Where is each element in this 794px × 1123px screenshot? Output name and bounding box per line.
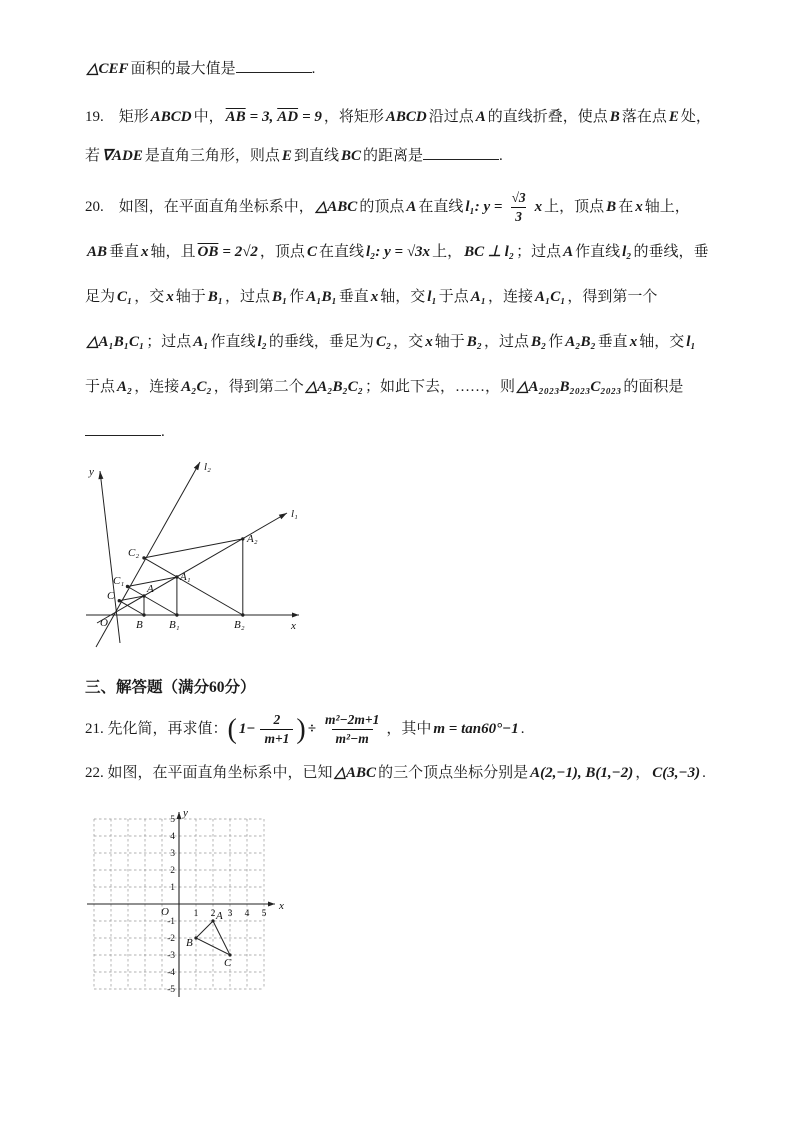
figure20-lines [86, 462, 299, 647]
text-run: 到直线 [293, 147, 339, 164]
text-run: 垂直 [597, 333, 628, 350]
problem-20 [85, 185, 712, 455]
text-run: 中， [193, 109, 224, 126]
x-axis-arrow [292, 612, 299, 617]
text-run: 在直线 [418, 198, 464, 215]
fraction [321, 711, 383, 747]
text-run: 面积的最大值是 [130, 61, 236, 77]
text-run: 作直线 [210, 333, 256, 350]
text-run: 落在点 [621, 109, 667, 126]
answer-blank [85, 421, 161, 436]
label-A: A [216, 909, 223, 922]
text-run: 的垂线，垂足为 [85, 243, 709, 305]
text-run: 作 [289, 288, 305, 305]
math-run: ∇ADE [102, 147, 143, 164]
text-run: 20. 如图，在平面直角坐标系中， [85, 198, 314, 215]
math-run: ABCD [150, 109, 192, 126]
math-run: A [406, 198, 417, 215]
x-tick-4: 4 [244, 908, 250, 919]
label-C1: C₁ [113, 574, 125, 587]
y-tick-neg5: -5 [167, 984, 175, 995]
segment-C2-A2 [144, 539, 243, 558]
math-run: C [306, 243, 317, 260]
x-tick-1: 1 [193, 908, 199, 919]
text-run: . [311, 61, 316, 77]
label-y: y [89, 465, 94, 478]
text-run: 是直角三角形，则点 [144, 147, 280, 164]
point-B [142, 613, 145, 616]
figure20-labels [88, 461, 298, 632]
math-run: B₂ [466, 333, 482, 350]
line-l2 [96, 462, 200, 647]
y-tick-neg3: -3 [167, 950, 175, 961]
math-run: l₁: y = [465, 198, 503, 215]
text-run: . [520, 720, 525, 737]
point-C2 [142, 556, 145, 559]
math-run: A₂C₂ [181, 378, 212, 395]
point-A [211, 919, 214, 922]
fraction-denominator: 3 [511, 207, 526, 226]
text-run: ，连接 [134, 378, 180, 395]
math-run: △ABC [315, 198, 358, 215]
math-run: m = tan60°−1 [433, 720, 519, 737]
math-run: C(3,−3) [652, 765, 701, 782]
answer-blank [236, 58, 312, 73]
y-tick-neg4: -4 [167, 967, 175, 978]
math-run: A₁C₁ [534, 288, 566, 305]
math-run: E [281, 147, 292, 164]
l2-arrow [194, 462, 200, 470]
math-run: AB [87, 243, 108, 260]
text-run: ；过点 [516, 243, 562, 260]
math-run: = 9 [302, 109, 322, 126]
math-run: A₁B₁ [306, 288, 337, 305]
math-run: $\overline{OB}$ [197, 243, 219, 260]
math-run: A₂ [117, 378, 133, 395]
problem-19 [85, 98, 712, 175]
text-run: 于点 [85, 378, 116, 395]
text-run: 22. 如图，在平面直角坐标系中，已知 [85, 765, 333, 782]
text-run: 在 [618, 198, 634, 215]
math-run: ) [296, 713, 306, 745]
text-run: 轴上， [644, 198, 690, 215]
label-x: x [291, 619, 296, 632]
math-run: A [475, 109, 486, 126]
math-run: B₁ [272, 288, 288, 305]
answer-blank [423, 144, 499, 159]
math-run: ÷ [307, 720, 316, 737]
text-run: . [498, 147, 503, 164]
point-C [118, 599, 121, 602]
math-run: BC ⊥ l₂ [464, 243, 515, 260]
y-tick-3: 3 [170, 848, 175, 859]
coordinate-figure-20 [83, 457, 325, 661]
text-run: 轴，交 [639, 333, 685, 350]
text-run: ，得到第二个 [213, 378, 304, 395]
math-run: x [370, 288, 379, 305]
text-run: 轴于 [175, 288, 206, 305]
math-run: ( [227, 713, 237, 745]
text-run: ，连接 [487, 288, 533, 305]
math-run: x [141, 243, 149, 260]
math-run: l₁ [427, 288, 437, 305]
math-run: = 2√2 [222, 243, 258, 260]
line-l1 [97, 513, 287, 623]
math-run: B₁ [207, 288, 224, 305]
fraction-numerator: m²−2m+1 [324, 712, 380, 728]
fraction [260, 711, 293, 747]
fraction [507, 189, 529, 225]
fraction-denominator: m²−m [332, 729, 373, 748]
figure22-arrowheads [177, 812, 276, 907]
math-run: l₁ [686, 333, 696, 350]
y-tick-1: 1 [170, 882, 175, 893]
label-y: y [183, 806, 188, 819]
figure22-ticks [167, 815, 267, 995]
label-B: B [136, 618, 143, 631]
math-run: △ABC [334, 765, 377, 782]
text-run: ，过点 [483, 333, 529, 350]
text-run: 上，顶点 [544, 198, 605, 215]
point-B2 [241, 613, 244, 616]
text-run: ，其中 [386, 720, 432, 737]
label-O: O [100, 616, 108, 629]
figure-problem-20 [83, 457, 712, 666]
label-x: x [279, 899, 284, 912]
math-run: B [609, 109, 620, 126]
y-axis-arrow [98, 471, 103, 479]
text-run: 沿过点 [428, 109, 474, 126]
math-run: A₁ [193, 333, 209, 350]
text-run: 在直线 [318, 243, 364, 260]
math-run: $\overline{AD}$ [277, 109, 299, 126]
math-run: B [606, 198, 617, 215]
math-run: C₂ [375, 333, 392, 350]
fraction-denominator: m+1 [260, 729, 293, 748]
math-run: x [629, 333, 638, 350]
y-axis-arrow [177, 812, 182, 819]
problem-22 [85, 754, 712, 792]
label-A2: A₂ [247, 532, 258, 545]
math-run: ABCD [385, 109, 427, 126]
text-run: 21. 先化简，再求值： [85, 720, 228, 737]
math-run: △CEF [87, 61, 129, 77]
math-run: = 3, [249, 109, 274, 126]
coordinate-figure-22 [79, 803, 309, 1038]
math-run: x [425, 333, 433, 350]
text-run: 作直线 [575, 243, 621, 260]
text-run: 19. 矩形 [85, 109, 149, 126]
label-B2: B₂ [234, 618, 245, 631]
math-run: x [166, 288, 174, 305]
label-B1: B₁ [169, 618, 180, 631]
text-run: . [702, 765, 706, 782]
text-run: ，得到第一个 [567, 288, 658, 305]
math-run: x [534, 198, 543, 215]
text-run: 的三个顶点坐标分别是 [378, 765, 529, 782]
text-run: ，交 [393, 333, 424, 350]
math-run: △A₁B₁C₁ [87, 333, 145, 350]
text-run: . [161, 423, 165, 440]
label-C: C [224, 956, 232, 969]
math-run: x [635, 198, 643, 215]
text-run: 的直线折叠，使点 [487, 109, 608, 126]
math-run: E [668, 109, 679, 126]
text-run: ，交 [134, 288, 165, 305]
math-run: △A₂₀₂₃B₂₀₂₃C₂₀₂₃ [517, 378, 622, 395]
point-B [194, 936, 197, 939]
text-run: ， [635, 765, 651, 782]
text-run: 垂直 [338, 288, 369, 305]
math-run: A₁ [470, 288, 486, 305]
point-A [142, 594, 145, 597]
fraction-numerator: √3 [511, 190, 526, 206]
math-run: l₂ [257, 333, 267, 350]
point-C1 [126, 585, 129, 588]
text-run: 轴，且 [150, 243, 196, 260]
y-tick-4: 4 [170, 831, 175, 842]
text-run: 于点 [438, 288, 469, 305]
continuation-line [85, 50, 712, 88]
text-run: 处，若 [85, 109, 711, 164]
text-run: 的顶点 [359, 198, 405, 215]
text-run: ，将矩形 [323, 109, 384, 126]
label-A1: A₁ [180, 570, 191, 583]
text-run: 的垂线，垂足为 [268, 333, 374, 350]
x-tick-3: 3 [227, 908, 233, 919]
text-run: 轴于 [434, 333, 465, 350]
label-B: B [186, 936, 193, 949]
point-B1 [175, 613, 178, 616]
math-run: BC [340, 147, 361, 164]
math-run: C₁ [117, 288, 133, 305]
text-run: 作 [548, 333, 564, 350]
y-tick-2: 2 [170, 865, 175, 876]
point-A1 [175, 575, 178, 578]
math-run: A₂B₂ [565, 333, 596, 350]
math-run: l₂: y = √3x [365, 243, 431, 260]
label-A: A [147, 582, 154, 595]
x-axis-arrow [268, 901, 275, 906]
label-C: C [107, 589, 115, 602]
section-heading: 三、解答题（满分60分） [85, 678, 256, 696]
math-run: A [563, 243, 574, 260]
y-tick-neg2: -2 [167, 933, 175, 944]
y-tick-neg1: -1 [167, 916, 175, 927]
text-run: 的面积是 [623, 378, 684, 395]
x-tick-2: 2 [210, 908, 216, 919]
x-tick-5: 5 [261, 908, 267, 919]
text-run: ，过点 [225, 288, 271, 305]
math-run: B₂ [530, 333, 547, 350]
y-tick-5: 5 [170, 814, 175, 825]
problem-21 [85, 705, 712, 755]
text-run: 垂直 [109, 243, 140, 260]
figure20-arrowheads [98, 462, 299, 618]
text-run: ；如此下去，……，则 [365, 378, 516, 395]
l1-arrow [279, 513, 287, 519]
text-run: 轴，交 [380, 288, 426, 305]
math-run: $\overline{AB}$ [225, 109, 246, 126]
text-run: 的距离是 [362, 147, 423, 164]
text-run: ；过点 [146, 333, 192, 350]
text-run: ，顶点 [259, 243, 305, 260]
label-O: O [161, 905, 169, 918]
math-run: l₂ [622, 243, 632, 260]
text-run: 上， [432, 243, 463, 260]
label-l1: l₁ [291, 507, 298, 520]
label-C2: C₂ [128, 546, 140, 559]
math-run: △A₂B₂C₂ [305, 378, 363, 395]
fraction-numerator: 2 [273, 712, 281, 728]
label-l2: l₂ [204, 460, 211, 473]
math-run: A(2,−1), B(1,−2) [530, 765, 634, 782]
figure-problem-22 [79, 803, 712, 1043]
point-A2 [241, 537, 244, 540]
segment-C2-B2 [144, 558, 243, 615]
math-run: 1− [238, 720, 256, 737]
